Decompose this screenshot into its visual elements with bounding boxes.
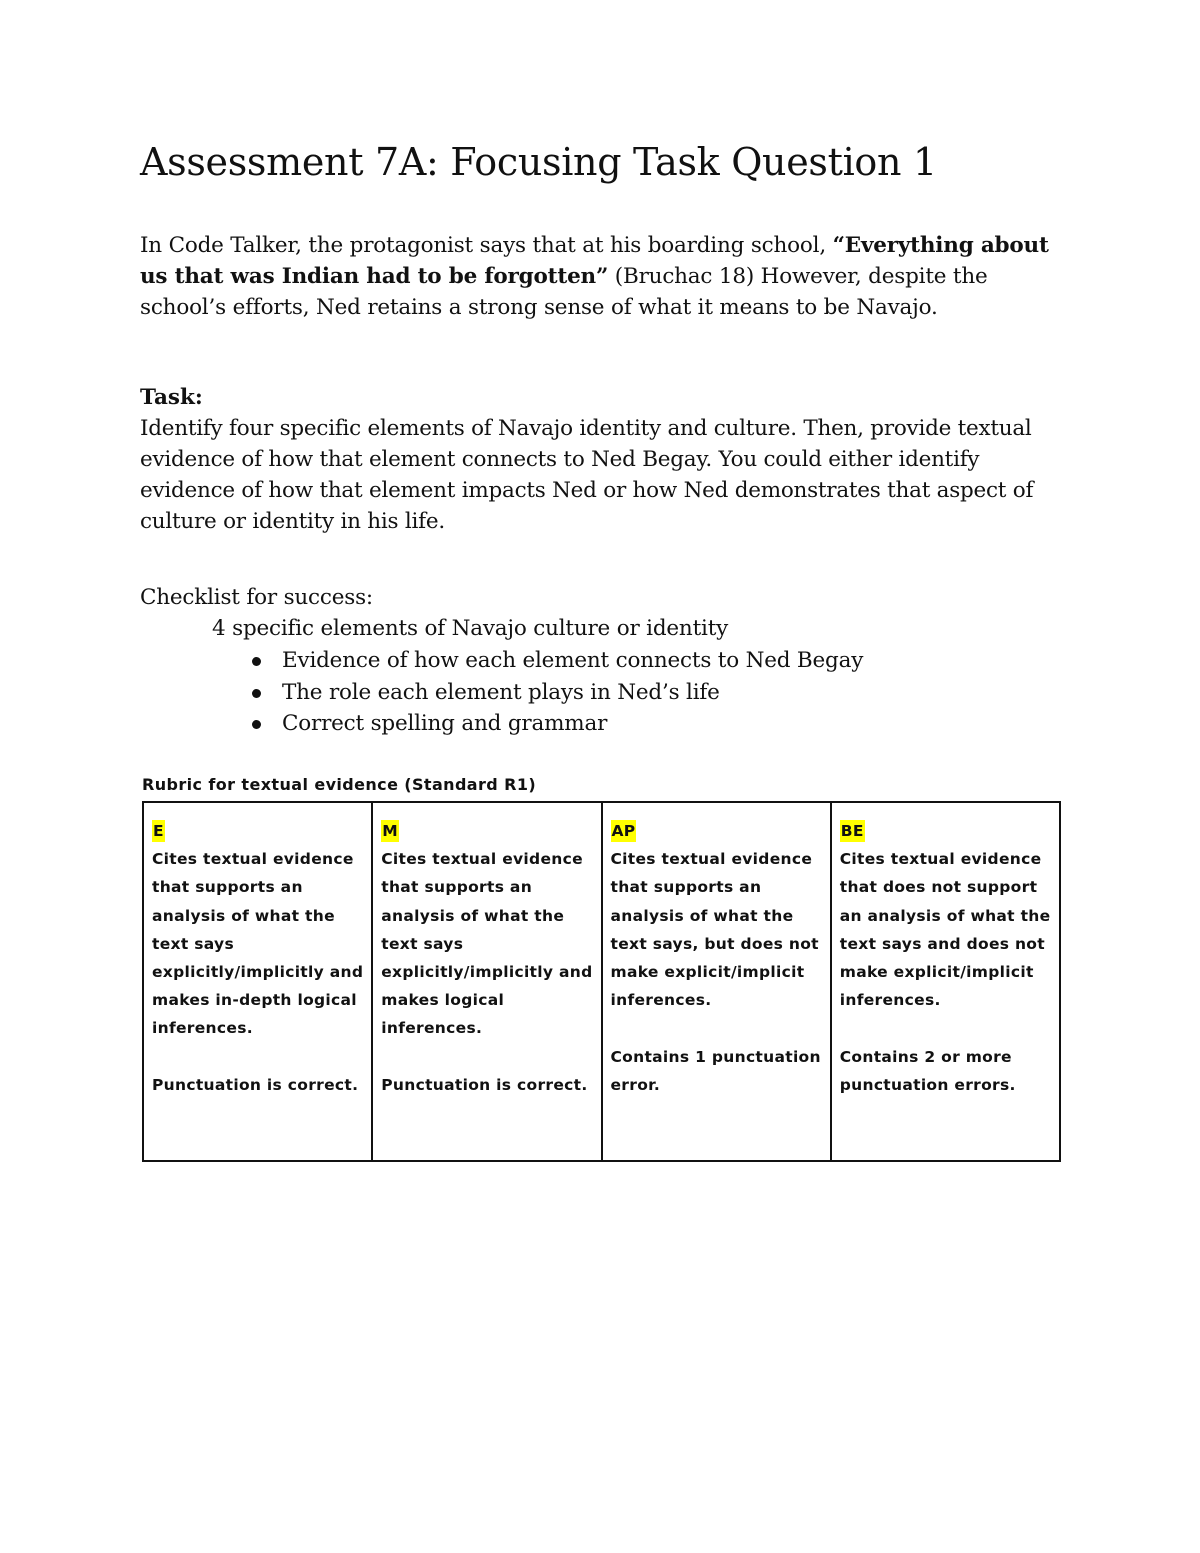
bullet-icon xyxy=(252,657,261,666)
checklist-item-elements: 4 specific elements of Navajo culture or identity xyxy=(212,616,729,641)
rubric-description: Cites textual evidence that supports an analysis of what the text says, but does not make explicit/implicit inferences. xyxy=(610,850,819,1010)
rubric-level-label: E xyxy=(153,822,164,840)
checklist-bullets xyxy=(250,645,863,740)
intro-quote: “Everything about us that was Indian had to be forgotten” xyxy=(140,233,1049,289)
rubric-description: Cites textual evidence that supports an analysis of what the text says explicitly/implicitly and makes logical inferences. xyxy=(381,850,593,1038)
checklist-bullet-item xyxy=(250,645,863,677)
task-heading: Task: xyxy=(140,385,203,410)
intro-paragraph xyxy=(140,230,1070,323)
rubric-cell-be xyxy=(831,802,1060,1161)
checklist-bullet-item xyxy=(250,708,863,740)
rubric-level-label: BE xyxy=(840,822,864,840)
rubric-punctuation: Contains 2 or more punctuation errors. xyxy=(839,1047,1016,1094)
rubric-cell-ap xyxy=(602,802,831,1161)
rubric-row xyxy=(143,802,1060,1161)
bullet-icon xyxy=(252,720,261,729)
rubric-level-label: M xyxy=(382,822,398,840)
checklist-bullet-text: Evidence of how each element connects to Ned Begay xyxy=(282,648,864,673)
rubric-title: Rubric for textual evidence (Standard R1) xyxy=(142,775,537,794)
rubric-description: Cites textual evidence that does not support an analysis of what the text says and does not make explicit/implicit inferences. xyxy=(839,850,1051,1010)
rubric-punctuation: Contains 1 punctuation error. xyxy=(610,1047,821,1094)
rubric-description: Cites textual evidence that supports an analysis of what the text says explicitly/implicitly and makes in-depth logical inferences. xyxy=(152,850,364,1038)
task-body: Identify four specific elements of Navajo identity and culture. Then, provide textual evidence of how that element connects to Ned Begay. You could either identify evidence of how that element impacts Ned or how Ned demonstrates that aspect of culture or identity in his life. xyxy=(140,416,1034,534)
rubric-level-label: AP xyxy=(611,822,636,840)
rubric-punctuation: Punctuation is correct. xyxy=(152,1075,359,1094)
rubric-cell-e xyxy=(143,802,372,1161)
bullet-icon xyxy=(252,689,261,698)
rubric-cell-m xyxy=(372,802,601,1161)
checklist-bullet-text: The role each element plays in Ned’s life xyxy=(282,679,720,705)
intro-text-before: In Code Talker, the protagonist says that at his boarding school, xyxy=(140,233,833,258)
rubric-punctuation: Punctuation is correct. xyxy=(381,1075,588,1094)
rubric-table xyxy=(142,801,1061,1162)
intro-text-after: (Bruchac 18) However, despite the school’s efforts, Ned retains a strong sense of what it means to be Navajo. xyxy=(140,264,988,320)
page-title: Assessment 7A: Focusing Task Question 1 xyxy=(140,140,937,184)
checklist-bullet-item xyxy=(250,677,863,709)
checklist-heading: Checklist for success: xyxy=(140,585,373,610)
checklist-bullet-text: Correct spelling and grammar xyxy=(282,711,608,736)
